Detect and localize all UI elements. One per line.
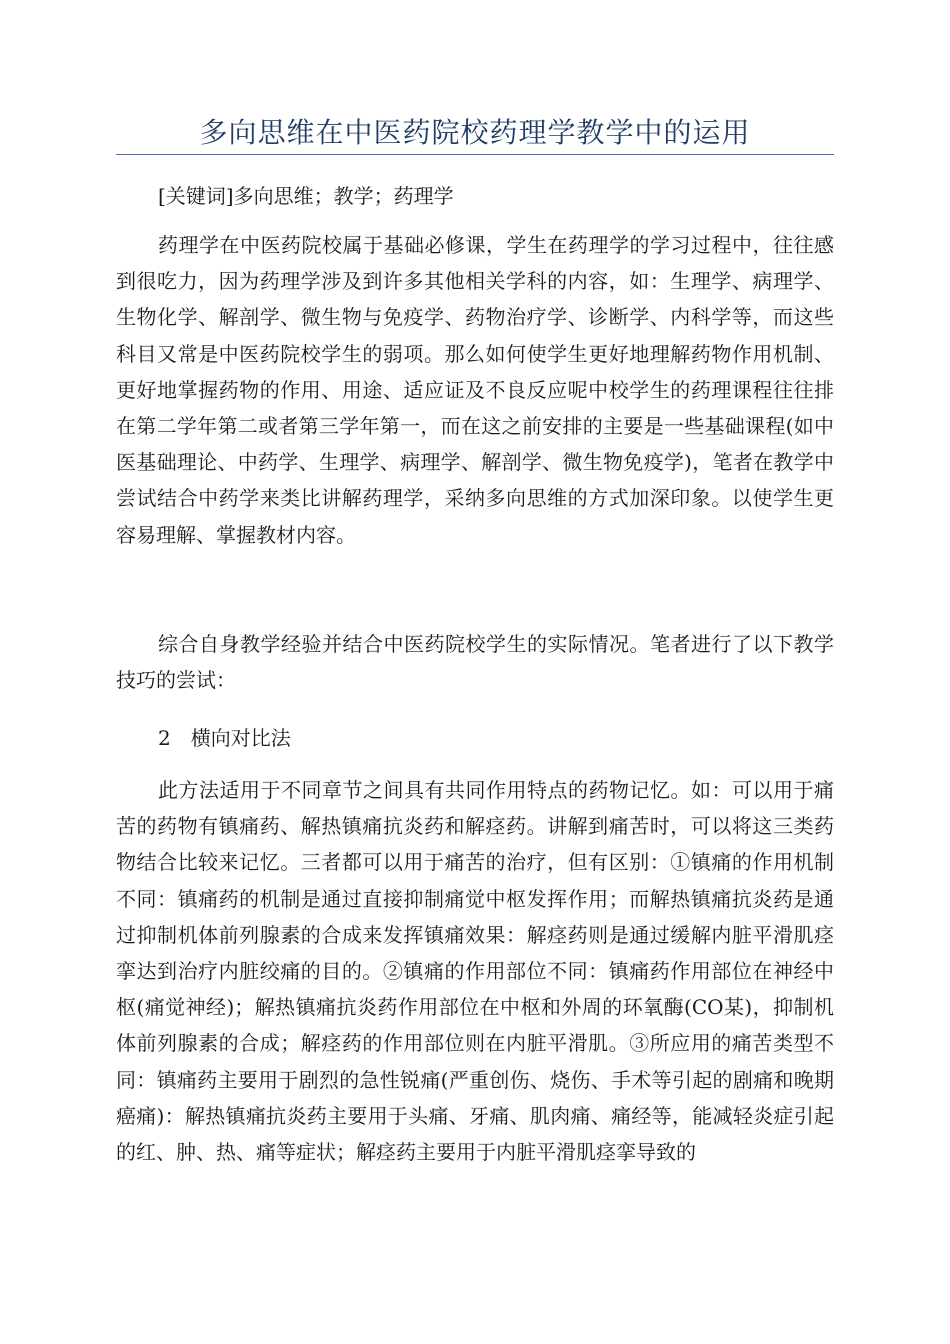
summary-paragraph: 综合自身教学经验并结合中医药院校学生的实际情况。笔者进行了以下教学技巧的尝试： [116, 632, 834, 693]
keywords-line: [关键词]多向思维；教学；药理学 [158, 184, 454, 208]
intro-paragraph: 药理学在中医药院校属于基础必修课，学生在药理学的学习过程中，往往感到很吃力，因为药理学涉及到许多其他相关学科的内容，如：生理学、病理学、生物化学、解剖学、微生物与免疫学、药物治疗学、诊断学、内科学等，而这些科目又常是中医药院校学生的弱项。那么如何使学生更好地理解药物作用机制、更好地掌握药物的作用、用途、适应证及不良反应呢中校学生的药理课程往往排在第二学年第二或者第三学年第一，而在这之前安排的主要是一些基础课程(如中医基础理论、中药学、生理学、病理学、解剖学、微生物免疫学)，笔者在教学中尝试结合中药学来类比讲解药理学，采纳多向思维的方式加深印象。以使学生更容易理解、掌握教材内容。 [116, 233, 834, 547]
document-title: 多向思维在中医药院校药理学教学中的运用 [199, 116, 751, 149]
method-paragraph: 此方法适用于不同章节之间具有共同作用特点的药物记忆。如：可以用于痛苦的药物有镇痛药、解热镇痛抗炎药和解痉药。讲解到痛苦时，可以将这三类药物结合比较来记忆。三者都可以用于痛苦的治疗，但有区别：①镇痛的作用机制不同：镇痛药的机制是通过直接抑制痛觉中枢发挥作用；而解热镇痛抗炎药是通过抑制机体前列腺素的合成来发挥镇痛效果：解痉药则是通过缓解内脏平滑肌痉挛达到治疗内脏绞痛的目的。②镇痛的作用部位不同：镇痛药作用部位在神经中枢(痛觉神经)；解热镇痛抗炎药作用部位在中枢和外周的环氧酶(CO某)，抑制机体前列腺素的合成；解痉药的作用部位则在内脏平滑肌。③所应用的痛苦类型不同：镇痛药主要用于剧烈的急性锐痛(严重创伤、烧伤、手术等引起的剧痛和晚期癌痛)：解热镇痛抗炎药主要用于头痛、牙痛、肌肉痛、痛经等，能减轻炎症引起的红、肿、热、痛等症状；解痉药主要用于内脏平滑肌痉挛导致的 [116, 778, 834, 1165]
section-heading: 2 横向对比法 [158, 726, 291, 750]
title-underline [116, 154, 834, 155]
